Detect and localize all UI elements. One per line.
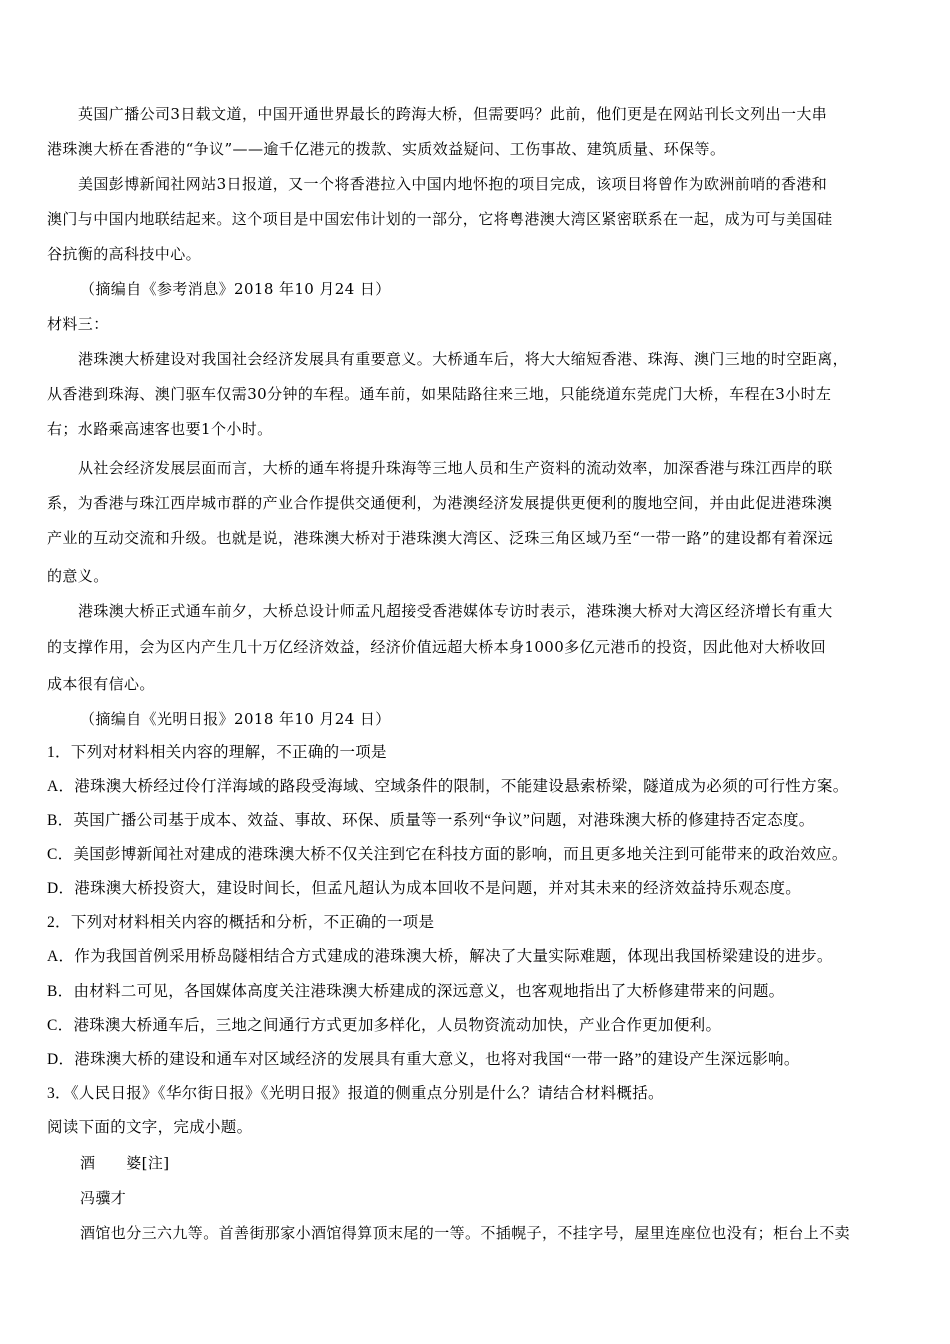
material3-p3-line1: 港珠澳大桥正式通车前夕，大桥总设计师孟凡超接受香港媒体专访时表示，港珠澳大桥对大湾区经济增长有重大 bbox=[78, 602, 833, 620]
question-1-option-b: B．英国广播公司基于成本、效益、事故、环保、质量等一系列“争议”问题，对港珠澳大桥的修建持否定态度。 bbox=[47, 812, 815, 829]
reading-first-line: 酒馆也分三六九等。首善街那家小酒馆得算顶末尾的一等。不插幌子，不挂字号，屋里连座位也没有；柜台上不卖 bbox=[80, 1224, 851, 1242]
material3-p1-line1: 港珠澳大桥建设对我国社会经济发展具有重要意义。大桥通车后，将大大缩短香港、珠海、澳门三地的时空距离， bbox=[78, 350, 849, 368]
material3-source: （摘编自《光明日报》2018 年10 月24 日） bbox=[80, 710, 391, 728]
question-2-stem: 2．下列对材料相关内容的概括和分析，不正确的一项是 bbox=[47, 914, 435, 931]
material3-p1-line3: 右；水路乘高速客也要1个小时。 bbox=[47, 420, 273, 438]
material2-p1-line2: 港珠澳大桥在香港的“争议”——逾千亿港元的拨款、实质效益疑问、工伤事故、建筑质量、环保等。 bbox=[47, 140, 726, 158]
reading-author: 冯骥才 bbox=[80, 1189, 127, 1207]
material3-p2-line1: 从社会经济发展层面而言，大桥的通车将提升珠海等三地人员和生产资料的流动效率，加深香港与珠江西岸的联 bbox=[78, 459, 833, 477]
material3-p1-line2: 从香港到珠海、澳门驱车仅需30分钟的车程。通车前，如果陆路往来三地，只能绕道东莞虎门大桥，车程在3小时左 bbox=[47, 385, 832, 403]
question-3-stem: 3．《人民日报》《华尔街日报》《光明日报》报道的侧重点分别是什么？请结合材料概括。 bbox=[47, 1085, 664, 1102]
material2-source: （摘编自《参考消息》2018 年10 月24 日） bbox=[80, 280, 391, 298]
question-2-option-b: B．由材料二可见，各国媒体高度关注港珠澳大桥建成的深远意义，也客观地指出了大桥修建带来的问题。 bbox=[47, 983, 785, 1000]
question-1-option-a: A．港珠澳大桥经过伶仃洋海域的路段受海域、空域条件的限制，不能建设悬索桥梁，隧道成为必须的可行性方案。 bbox=[47, 778, 849, 795]
reading-title: 酒 婆[注] bbox=[80, 1154, 170, 1172]
material2-p2-line1: 美国彭博新闻社网站3日报道，又一个将香港拉入中国内地怀抱的项目完成，该项目将曾作为欧洲前哨的香港和 bbox=[78, 175, 828, 193]
material3-heading: 材料三： bbox=[47, 315, 109, 333]
material3-p3-line3: 成本很有信心。 bbox=[47, 675, 155, 693]
question-2-option-c: C．港珠澳大桥通车后，三地之间通行方式更加多样化，人员物资流动加快，产业合作更加便利。 bbox=[47, 1017, 722, 1034]
material2-p2-line2: 澳门与中国内地联结起来。这个项目是中国宏伟计划的一部分，它将粤港澳大湾区紧密联系在一起，成为可与美国硅 bbox=[47, 210, 833, 228]
question-2-option-d: D．港珠澳大桥的建设和通车对区域经济的发展具有重大意义，也将对我国“一带一路”的建设产生深远影响。 bbox=[47, 1051, 800, 1068]
material3-p2-line4: 的意义。 bbox=[47, 567, 109, 585]
material2-p2-line3: 谷抗衡的高科技中心。 bbox=[47, 245, 202, 263]
question-2-option-a: A．作为我国首例采用桥岛隧相结合方式建成的港珠澳大桥，解决了大量实际难题，体现出我国桥梁建设的进步。 bbox=[47, 948, 833, 965]
question-1-option-d: D．港珠澳大桥投资大，建设时间长，但孟凡超认为成本回收不是问题，并对其未来的经济效益持乐观态度。 bbox=[47, 880, 802, 897]
question-1-stem: 1．下列对材料相关内容的理解，不正确的一项是 bbox=[47, 744, 387, 761]
material3-p2-line2: 系，为香港与珠江西岸城市群的产业合作提供交通便利，为港澳经济发展提供更便利的腹地空间，并由此促进港珠澳 bbox=[47, 494, 833, 512]
material3-p2-line3: 产业的互动交流和升级。也就是说，港珠澳大桥对于港珠澳大湾区、泛珠三角区域乃至“一带一路”的建设都有着深远 bbox=[47, 529, 834, 547]
question-1-option-c: C．美国彭博新闻社对建成的港珠澳大桥不仅关注到它在科技方面的影响，而且更多地关注到可能带来的政治效应。 bbox=[47, 846, 848, 863]
material2-p1-line1: 英国广播公司3日载文道，中国开通世界最长的跨海大桥，但需要吗？此前，他们更是在网站刊长文列出一大串 bbox=[78, 105, 828, 123]
reading-instruction: 阅读下面的文字，完成小题。 bbox=[47, 1119, 253, 1136]
material3-p3-line2: 的支撑作用，会为区内产生几十万亿经济效益，经济价值远超大桥本身1000多亿元港币的投资，因此他对大桥收回 bbox=[47, 638, 826, 656]
